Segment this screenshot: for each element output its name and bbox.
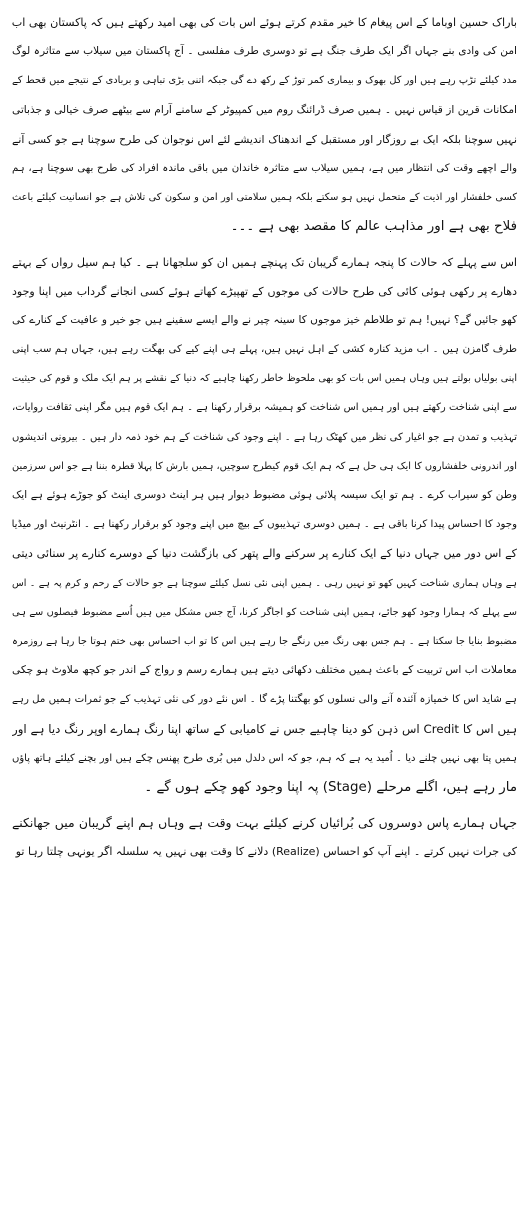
- text-line: امکانات قرین از قیاس نہیں ۔ ہمیں صرف ڈرائنگ روم میں کمپیوٹر کے سامنے آرام سے بیٹھے صرف خیالی و جذباتی: [12, 103, 517, 116]
- text-line: اور اندرونی خلفشاروں کا ایک ہی حل ہے کہ ہم ایک قوم کیطرح سوچیں، ہمیں بارش کا پہلا قطرہ بننا ہے جو اس سرزمین: [12, 460, 517, 472]
- text-line: کے اس دور میں جہاں دنیا کے ایک کنارے پر سرکنے والے پتھر کی بازگشت دنیا کے دوسرے کنارے پر سنائی دیتی: [12, 547, 517, 561]
- text-line: وطن کو سیراب کرے ۔ ہم تو ایک سیسہ پلائی ہوئی مضبوط دیوار ہیں ہر اینٹ دوسری اینٹ کو جوڑے ہوئے ہے ایک: [12, 489, 517, 501]
- text-line: اس سے پہلے کہ حالات کا پنجہ ہمارے گریبان تک پہنچے ہمیں ان کو سلجھانا ہے ۔ کیا ہم سیل رواں کے بہتے: [12, 255, 517, 269]
- paragraph: [12, 8, 517, 242]
- text-line: ہیں اس کا Credit اس ذہن کو دینا چاہیے جس نے کامیابی کے ساتھ اپنا رنگ ہمارے اوپر رنگ دیا ہے اور: [12, 721, 517, 736]
- text-line: تہذیب و تمدن ہے جو اغیار کی نظر میں کھٹک رہا ہے ۔ اپنے وجود کی شناخت کے ہم خود ذمہ دار ہیں ۔ بیرونی اندیشوں: [12, 431, 517, 443]
- text-line: وجود کا احساس پیدا کرنا باقی ہے ۔ ہمیں دوسری تہذیبوں کے بیچ میں اپنے وجود کو برقرار رکھنا ہے ۔ انٹرنیٹ اور میڈیا: [12, 519, 517, 531]
- text-line: ہمیں پتا بھی نہیں چلنے دیا ۔ اُمید یہ ہے کہ ہم، جو کہ اس دلدل میں بُری طرح پھنس چکے ہیں اور بچنے کیلئے ہاتھ پاؤں: [12, 752, 517, 764]
- text-line: سے پہلے کہ ہمارا وجود کھو جائے، ہمیں اپنی شناخت کو اجاگر کرنا، آج جس مشکل میں ہیں اُسے مضبوط فیصلوں سے ہی: [12, 606, 517, 618]
- text-line: جہاں ہمارے پاس دوسروں کی بُرائیاں کرنے کیلئے بہت وقت ہے وہاں ہم اپنے گریبان میں جھانکنے: [12, 815, 517, 831]
- text-line: امن کی وادی بنے جہاں اگر ایک طرف جنگ ہے تو دوسری طرف مفلسی ۔ آج پاکستان میں سیلاب سے متاثرہ لوگ: [12, 45, 517, 58]
- text-line: دھارے پر رکھی ہوئی کائی کی طرح حالات کی موجوں کے تھپیڑے کھاتے ہوئے کسی انجانے گرداب میں اپنا وجود: [12, 284, 517, 298]
- text-line: فلاح بھی ہے اور مذاہب عالم کا مقصد بھی ہے ۔۔۔: [230, 219, 517, 235]
- text-line: اپنی بولیاں بولتے ہیں وہاں ہمیں اس بات کو بھی ملحوظ خاطر رکھنا چاہیے کہ دنیا کے نقشے پر ہم ایک ملک و قوم کی حیثیت: [12, 373, 517, 385]
- text-line: مار رہے ہیں، اگلے مرحلے (Stage) پہ اپنا وجود کھو چکے ہوں گے ۔: [144, 779, 517, 795]
- paragraph: [12, 248, 517, 803]
- text-line: باراک حسین اوباما کے اس پیغام کا خیر مقدم کرتے ہوئے اس بات کی بھی امید رکھتے ہیں کہ پاکستان بھی اب: [12, 16, 517, 29]
- text-line: کھو جائیں گے؟ نہیں! ہم تو طلاطم خیز موجوں کا سینہ چیر نے والے ایسے سفینے ہیں جو خیر و عافیت کے کنارے کی: [12, 313, 517, 326]
- text-line: ہے شاید اس کا خمیازہ آئندہ آنے والی نسلوں کو بھگتنا پڑے گا ۔ اس نئے دور کی نئی تہذیب کے جو ثمرات ہمیں مل رہے: [12, 694, 517, 706]
- text-line: کی جرات نہیں کرتے ۔ اپنے آپ کو احساس (Realize) دلانے کا وقت بھی نہیں یہ سلسلہ اگر یونہی چلتا رہا تو: [15, 845, 517, 859]
- text-line: مدد کیلئے تڑپ رہے ہیں اور کل بھوک و بیماری کمر توڑ کے رکھ دے گی جبکہ اتنی بڑی تباہی و بربادی کے نتیجے میں قحط کے: [12, 75, 517, 87]
- article-body: [12, 8, 517, 866]
- text-line: والے اچھے وقت کی انتظار میں ہے، ہمیں سیلاب سے متاثرہ خاندان میں باقی ماندہ افراد کی طرح بھی سوچنا ہے، ہم: [12, 162, 517, 174]
- paragraph: [12, 808, 517, 866]
- text-line: مضبوط بنایا جا سکتا ہے ۔ ہم جس بھی رنگ میں رنگے جا رہے ہیں اس کا تو اب احساس بھی ختم ہوتا جا رہا ہے روزمرہ: [12, 635, 517, 647]
- text-line: طرف گامزن ہیں ۔ اب مزید کنارہ کشی کے اہل نہیں ہیں، پہلے ہی اپنے کیے کی بھگت رہے ہیں، جہاں ہم سب اپنی: [12, 344, 517, 356]
- text-line: سے اپنی شناخت رکھتے ہیں اور ہمیں اس شناخت کو ہمیشہ برقرار رکھنا ہے ۔ ہم ایک قوم ہیں مگر اپنی ثقافت روایات،: [12, 402, 517, 414]
- text-line: نہیں سوچنا بلکہ ایک بے روزگار اور مستقبل کے اندھناک اندیشے لئے اس نوجوان کی طرح سوچنا ہے جو کسی آنے: [12, 132, 517, 146]
- text-line: کسی خلفشار اور اذیت کے متحمل نہیں ہو سکتے بلکہ ہمیں سلامتی اور امن و سکون کی تلاش ہے جو انسانیت کیلئے باعث: [12, 192, 517, 204]
- text-line: ہے وہاں ہماری شناخت کہیں کھو تو نہیں رہی ۔ ہمیں اپنی نئی نسل کیلئے سوچنا ہے جو حالات کے رحم و کرم پہ ہے ۔ اس: [12, 577, 517, 589]
- text-line: معاملات اب اس تربیت کے باعث ہمیں مختلف دکھائی دیتے ہیں ہمارے رسم و رواج کے اندر جو کچھ ملاوٹ ہو چکی: [12, 664, 517, 677]
